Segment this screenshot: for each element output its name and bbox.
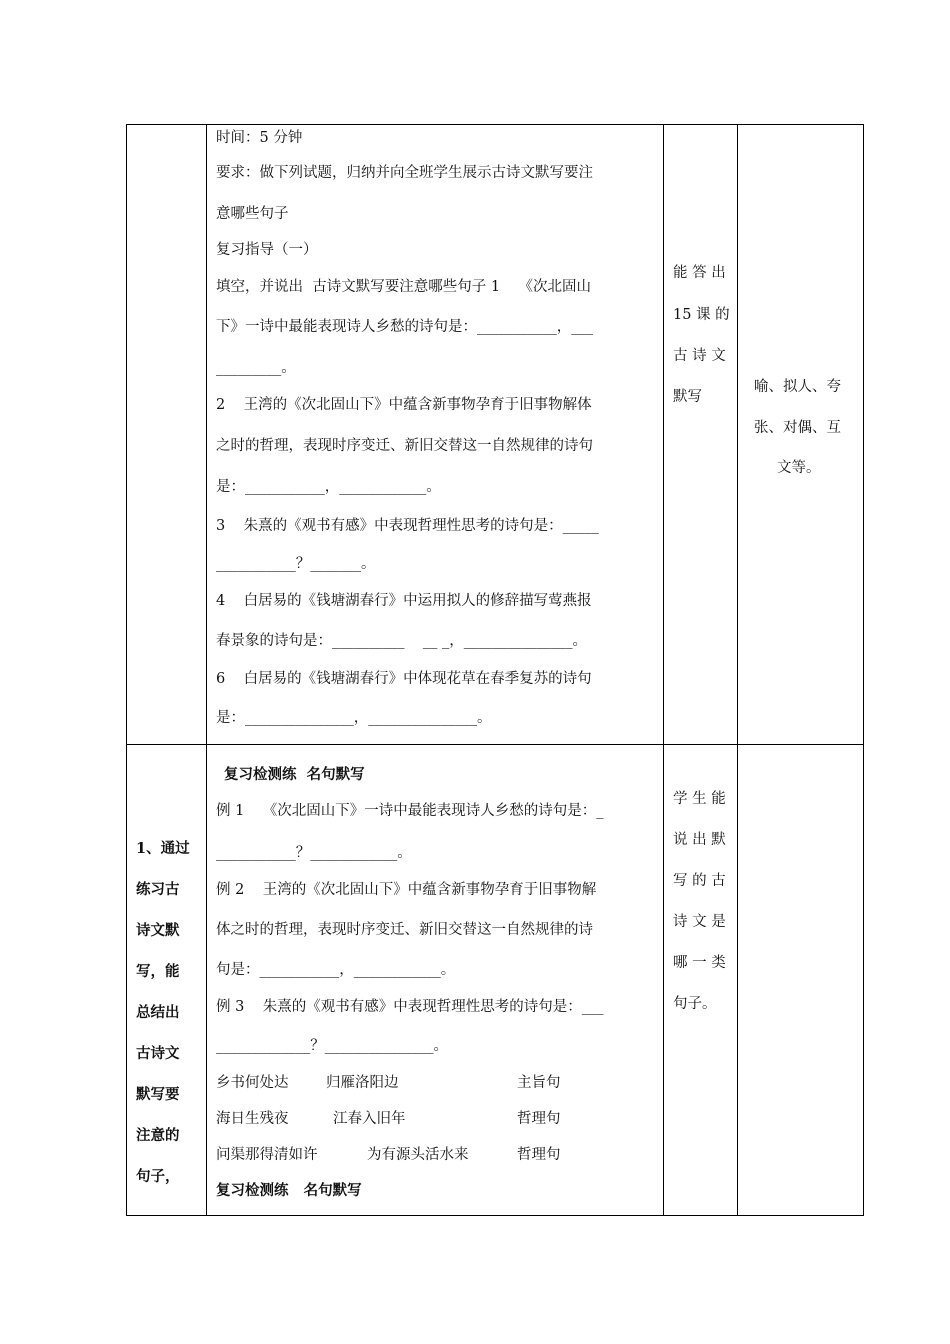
row1-objective-cell	[127, 125, 206, 744]
text-line: 6 白居易的《钱塘湖春行》中体现花草在春季复苏的诗句	[216, 671, 592, 687]
text-line: 是：_______________，_______________。	[216, 710, 492, 726]
text-line: 体之时的哲理，表现时序变迁、新旧交替这一自然规律的诗	[216, 922, 593, 938]
text-line: 之时的哲理，表现时序变迁、新旧交替这一自然规律的诗句	[216, 438, 593, 454]
target-line: 学 生 能	[673, 791, 726, 807]
row2-objective-cell	[127, 745, 206, 1215]
objective-line: 练习古	[136, 881, 180, 898]
text-line: 时间：5 分钟	[216, 130, 303, 146]
poem-line-b: 归雁洛阳边	[326, 1075, 399, 1091]
objective-line: 1、通过	[136, 840, 190, 857]
text-line: ___________？____________。	[216, 845, 412, 861]
poem-line-a: 问渠那得清如许	[216, 1147, 318, 1163]
target-line: 哪 一 类	[673, 955, 726, 971]
text-line: 3 朱熹的《观书有感》中表现哲理性思考的诗句是：_____	[216, 518, 599, 534]
section-footer: 复习检测练 名句默写	[216, 1182, 362, 1199]
text-line: 例 1 《次北固山下》一诗中最能表现诗人乡愁的诗句是：_	[216, 803, 604, 819]
target-line: 写 的 古	[673, 873, 726, 889]
target-line: 15 课 的	[673, 307, 730, 323]
target-line: 句子。	[673, 996, 717, 1012]
sentence-type: 哲理句	[517, 1147, 561, 1163]
objective-line: 总结出	[136, 1004, 180, 1021]
lesson-table	[126, 124, 864, 1216]
poem-line-b: 为有源头活水来	[367, 1147, 469, 1163]
text-line: 复习指导（一）	[216, 242, 318, 258]
objective-line: 默写要	[136, 1086, 180, 1103]
target-line: 说 出 默	[673, 832, 726, 848]
row2-target-cell	[664, 745, 737, 1215]
objective-line: 诗文默	[136, 922, 180, 939]
section-heading: 复习检测练 名句默写	[224, 766, 365, 783]
target-line: 能 答 出	[673, 265, 726, 281]
note-line: 喻、拟人、夸	[754, 379, 841, 395]
text-line: 2 王湾的《次北固山下》中蕴含新事物孕育于旧事物解体	[216, 397, 592, 413]
text-line: _____________？_______________。	[216, 1038, 448, 1054]
text-line: 是：___________，____________。	[216, 479, 441, 495]
text-line: ___________？_______。	[216, 556, 376, 572]
note-line: 张、对偶、互	[754, 420, 841, 436]
row1-note-cell	[738, 124, 863, 744]
sentence-type: 主旨句	[517, 1075, 561, 1091]
text-line: 意哪些句子	[216, 206, 289, 222]
text-line: 句是：___________，____________。	[216, 962, 456, 978]
text-line: _________。	[216, 360, 296, 376]
text-line: 下》一诗中最能表现诗人乡愁的诗句是：___________，___	[216, 319, 593, 335]
text-line: 例 2 王湾的《次北固山下》中蕴含新事物孕育于旧事物解	[216, 882, 597, 898]
row2-note-cell	[738, 745, 863, 1215]
note-line: 文等。	[777, 460, 821, 476]
poem-line-b: 江春入旧年	[333, 1111, 406, 1127]
row1-target-cell	[664, 124, 737, 744]
objective-line: 写，能	[136, 963, 180, 980]
objective-line: 古诗文	[136, 1045, 180, 1062]
sentence-type: 哲理句	[517, 1111, 561, 1127]
objective-line: 句子，	[136, 1168, 180, 1185]
text-line: 要求：做下列试题，归纳并向全班学生展示古诗文默写要注	[216, 165, 593, 181]
target-line: 诗 文 是	[673, 914, 726, 930]
poem-line-a: 海日生残夜	[216, 1111, 289, 1127]
target-line: 默写	[673, 389, 702, 405]
text-line: 春景象的诗句是：__________ __ _，_______________。	[216, 633, 588, 649]
text-line: 4 白居易的《钱塘湖春行》中运用拟人的修辞描写莺燕报	[216, 593, 592, 609]
text-line: 例 3 朱熹的《观书有感》中表现哲理性思考的诗句是：___	[216, 999, 604, 1015]
objective-line: 注意的	[136, 1127, 180, 1144]
poem-line-a: 乡书何处达	[216, 1075, 289, 1091]
row1-main-cell	[216, 124, 661, 744]
text-line: 填空，并说出 古诗文默写要注意哪些句子 1 《次北固山	[216, 279, 591, 295]
target-line: 古 诗 文	[673, 348, 726, 364]
row2-main-cell	[216, 745, 661, 1215]
